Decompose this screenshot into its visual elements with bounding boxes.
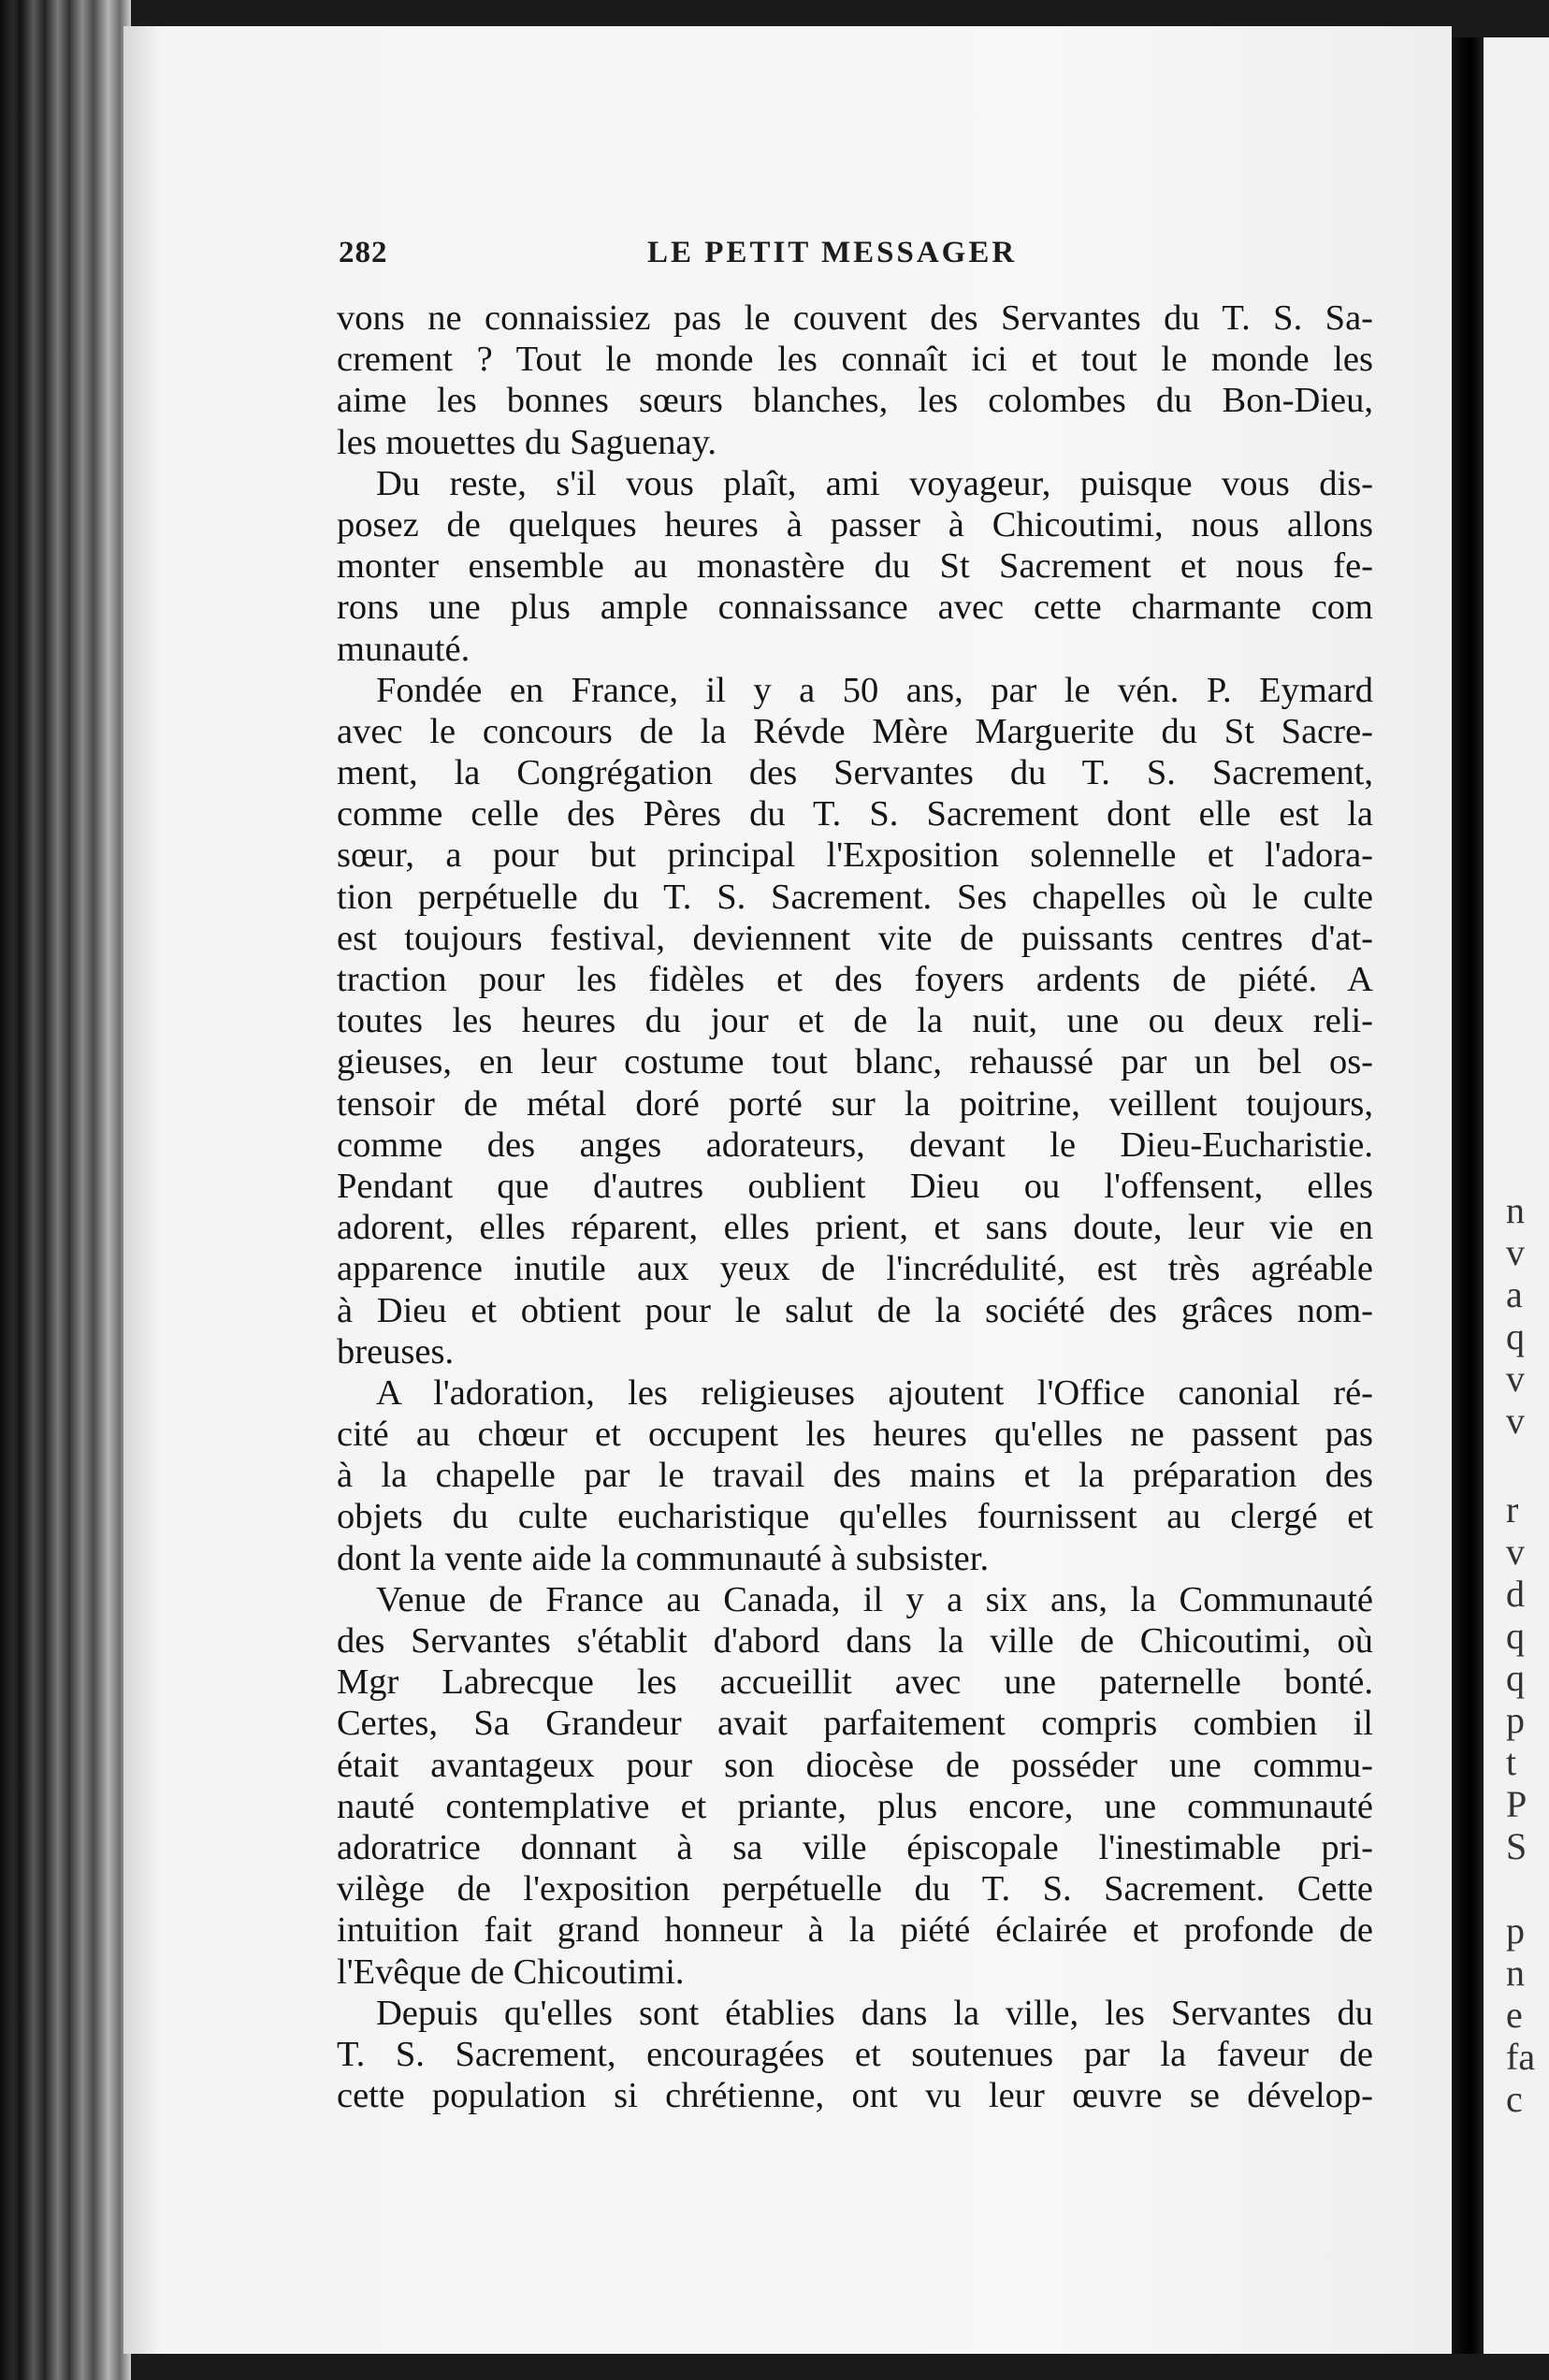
text-line: T. S. Sacrement, encouragées et soutenues par la faveur de xyxy=(337,2034,1373,2074)
text-line: comme celle des Pères du T. S. Sacrement dont elle est la xyxy=(337,794,1373,834)
facing-page-char: v xyxy=(1506,1400,1525,1442)
facing-page-char: S xyxy=(1506,1825,1527,1867)
text-line: toutes les heures du jour et de la nuit, une ou deux reli- xyxy=(337,1001,1373,1041)
text-line: vons ne connaissiez pas le couvent des Servantes du T. S. Sa- xyxy=(337,298,1373,338)
facing-page-char: e xyxy=(1506,1994,1523,2036)
text-line: sœur, a pour but principal l'Exposition solennelle et l'adora- xyxy=(337,835,1373,876)
text-line: nauté contemplative et priante, plus encore, une communauté xyxy=(337,1786,1373,1826)
facing-page-char: d xyxy=(1506,1573,1525,1615)
text-line: à la chapelle par le travail des mains et la préparation des xyxy=(337,1456,1373,1496)
text-line: apparence inutile aux yeux de l'incrédulité, est très agréable xyxy=(337,1249,1373,1289)
text-line: rons une plus ample connaissance avec cette charmante com xyxy=(337,588,1373,628)
text-line: est toujours festival, deviennent vite de puissants centres d'at- xyxy=(337,918,1373,958)
text-line: monter ensemble au monastère du St Sacrement et nous fe- xyxy=(337,546,1373,587)
facing-page-char: p xyxy=(1506,1699,1525,1741)
text-line: l'Evêque de Chicoutimi. xyxy=(337,1952,685,1992)
text-line: traction pour les fidèles et des foyers ardents de piété. A xyxy=(337,960,1373,999)
facing-page-char: v xyxy=(1506,1231,1525,1273)
facing-page-char: v xyxy=(1506,1531,1525,1573)
text-line: Fondée en France, il y a 50 ans, par le vén. P. Eymard xyxy=(376,670,1373,710)
text-line: posez de quelques heures à passer à Chicoutimi, nous allons xyxy=(337,504,1373,544)
text-line: des Servantes s'établit d'abord dans la ville de Chicoutimi, où xyxy=(337,1621,1373,1661)
page-header xyxy=(339,236,1377,283)
facing-page-char: q xyxy=(1506,1657,1525,1699)
page-number: 282 xyxy=(339,236,388,269)
body-text xyxy=(337,298,1373,2116)
text-line: cette population si chrétienne, ont vu leur œuvre se dévelop- xyxy=(337,2076,1373,2116)
page-gutter xyxy=(1452,37,1484,2354)
running-title: LE PETIT MESSAGER xyxy=(647,236,1018,269)
facing-page-char: r xyxy=(1506,1488,1519,1531)
text-line: breuses. xyxy=(337,1331,455,1371)
facing-page-char: p xyxy=(1506,1909,1525,1952)
text-line: dont la vente aide la communauté à subsister. xyxy=(337,1538,990,1578)
text-line: tion perpétuelle du T. S. Sacrement. Ses chapelles où le culte xyxy=(337,877,1373,917)
text-line: avec le concours de la Révde Mère Marguerite du St Sacre- xyxy=(337,711,1373,751)
text-line: Du reste, s'il vous plaît, ami voyageur, puisque vous dis- xyxy=(376,463,1373,503)
text-line: Certes, Sa Grandeur avait parfaitement compris combien il xyxy=(337,1704,1373,1744)
facing-page-char: q xyxy=(1506,1315,1525,1357)
text-line: était avantageux pour son diocèse de posséder une commu- xyxy=(337,1745,1373,1785)
text-line: Mgr Labrecque les accueillit avec une paternelle bonté. xyxy=(337,1662,1373,1703)
text-line: objets du culte eucharistique qu'elles fournissent au clergé et xyxy=(337,1497,1373,1537)
facing-page-char: q xyxy=(1506,1615,1525,1657)
facing-page-char: fa xyxy=(1506,2036,1536,2078)
facing-page-char: c xyxy=(1506,2078,1523,2120)
text-line: gieuses, en leur costume tout blanc, rehaussé par un bel os- xyxy=(337,1042,1373,1082)
text-line: adorent, elles réparent, elles prient, et sans doute, leur vie en xyxy=(337,1208,1373,1248)
text-line: aime les bonnes sœurs blanches, les colombes du Bon-Dieu, xyxy=(337,381,1373,421)
text-line: à Dieu et obtient pour le salut de la société des grâces nom- xyxy=(337,1290,1373,1330)
book-binding xyxy=(0,0,131,2380)
text-line: ment, la Congrégation des Servantes du T. S. Sacrement, xyxy=(337,753,1373,793)
text-line: A l'adoration, les religieuses ajoutent l'Office canonial ré- xyxy=(376,1372,1373,1413)
text-line: comme des anges adorateurs, devant le Dieu-Eucharistie. xyxy=(337,1125,1373,1165)
text-line: tensoir de métal doré porté sur la poitrine, veillent toujours, xyxy=(337,1083,1373,1124)
facing-page-char: v xyxy=(1506,1357,1525,1400)
text-line: intuition fait grand honneur à la piété éclairée et profonde de xyxy=(337,1910,1373,1951)
text-line: Depuis qu'elles sont établies dans la ville, les Servantes du xyxy=(376,1993,1373,2033)
text-line: Venue de France au Canada, il y a six ans, la Communauté xyxy=(376,1579,1373,1619)
text-line: munauté. xyxy=(337,629,470,669)
facing-page-char: n xyxy=(1506,1952,1525,1994)
facing-page-char: a xyxy=(1506,1273,1523,1315)
facing-page-char: n xyxy=(1506,1189,1525,1231)
text-line: crement ? Tout le monde les connaît ici et tout le monde les xyxy=(337,340,1373,380)
text-line: vilège de l'exposition perpétuelle du T. S. Sacrement. Cette xyxy=(337,1869,1373,1909)
facing-page-char: P xyxy=(1506,1783,1527,1825)
facing-page-char: t xyxy=(1506,1741,1517,1783)
text-line: Pendant que d'autres oublient Dieu ou l'offensent, elles xyxy=(337,1166,1373,1206)
text-line: cité au chœur et occupent les heures qu'elles ne passent pas xyxy=(337,1415,1373,1455)
text-line: adoratrice donnant à sa ville épiscopale l'inestimable pri- xyxy=(337,1827,1373,1867)
text-line: les mouettes du Saguenay. xyxy=(337,422,717,462)
